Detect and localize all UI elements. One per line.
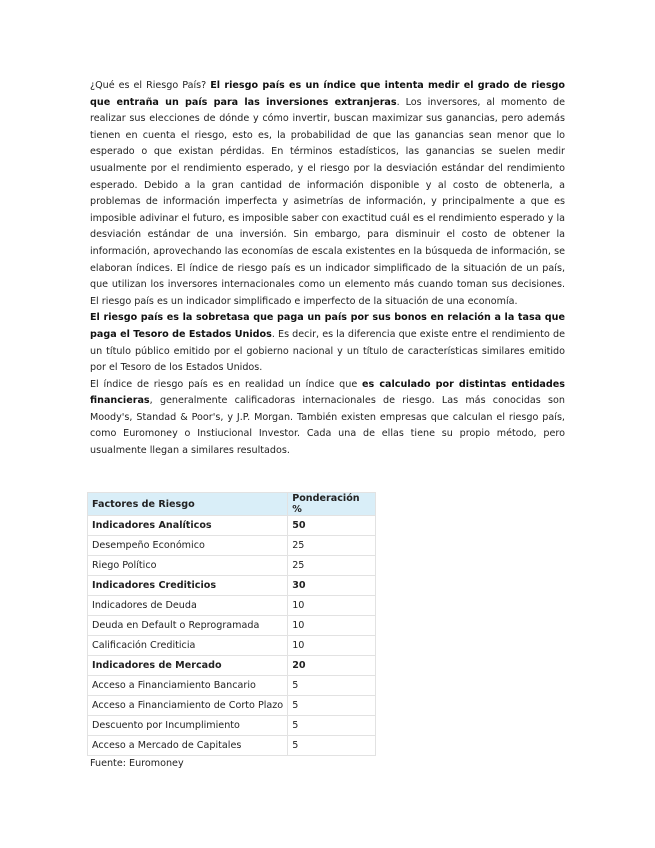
table-row: [88, 736, 376, 756]
factor-cell: Calificación Crediticia: [88, 636, 288, 656]
table-row: [88, 516, 376, 536]
table-row: [88, 596, 376, 616]
source-note: Fuente: Euromoney: [90, 758, 184, 769]
factor-cell: Deuda en Default o Reprogramada: [88, 616, 288, 636]
table-row: [88, 576, 376, 596]
factor-cell: Acceso a Mercado de Capitales: [88, 736, 288, 756]
paragraph-text: . Los inversores, al momento de realizar sus elecciones de dónde y cómo invertir, buscan maximizar sus ganancias, pero además tienen en cuenta el riesgo, esto es, la probabilidad de que las ganancias sean menor que lo esperado o que existan pérdidas. En términos estadísticos, las ganancias se suelen medir usualmente por el rendimiento esperado, y el riesgo por la desviación estándar del rendimiento esperado. Debido a la gran cantidad de información disponible y al costo de obtenerla, a problemas de información imperfecta y asimetrías de información, y principalmente a que es imposible adivinar el futuro, es imposible saber con exactitud cuál es el rendimiento esperado y la desviación estándar de una inversión. Sin embargo, para disminuir el costo de obtener la información, aprovechando las economías de escala existentes en la búsqueda de información, se elaboran índices. El índice de riesgo país es un indicador simplificado de la situación de un país, que utilizan los inversores internacionales como un elemento más cuando toman sus decisiones. El riesgo país es un indicador simplificado e imperfecto de la situación de una economía.: [90, 96, 566, 307]
paragraph-text: . Es decir, es la diferencia que existe entre el rendimiento de un título público emitido por el gobierno nacional y un título de características similares emitido por el Tesoro de los Estados Unidos.: [90, 328, 565, 374]
table-row: [88, 636, 376, 656]
risk-factors-table: [87, 492, 376, 756]
paragraph-text: El índice de riesgo país es en realidad un índice que: [90, 378, 363, 390]
weight-cell: 5: [288, 696, 376, 716]
table-row: [88, 656, 376, 676]
factor-cell: Acceso a Financiamiento Bancario: [88, 676, 288, 696]
header-factores: Factores de Riesgo: [88, 493, 288, 516]
factor-cell: Riego Político: [88, 556, 288, 576]
question-text: ¿Qué es el Riesgo País?: [90, 80, 211, 91]
weight-cell: 10: [288, 636, 376, 656]
weight-cell: 20: [288, 656, 376, 676]
weight-cell: 25: [288, 536, 376, 556]
factor-cell: Indicadores de Mercado: [88, 656, 288, 676]
weight-cell: 10: [288, 616, 376, 636]
table-row: [88, 556, 376, 576]
factor-cell: Indicadores Analíticos: [88, 516, 288, 536]
weight-cell: 5: [288, 716, 376, 736]
table-row: [88, 616, 376, 636]
paragraph-text: , generalmente calificadoras internacionales de riesgo. Las más conocidas son Moody's, Standad & Poor's, y J.P. Morgan. También existen empresas que calculan el riesgo país, como Euromoney o Instiucional Investor. Cada una de ellas tiene su propio método, pero usualmente llegan a similares resultados.: [90, 395, 565, 457]
sobretasa-bold: El riesgo país es la sobretasa que paga un país por sus bonos en relación a la tasa que paga el Tesoro de Estados Unidos: [90, 312, 565, 340]
weight-cell: 25: [288, 556, 376, 576]
definition-bold: El riesgo país es un índice que intenta medir el grado de riesgo que entraña un país para las inversiones extranjeras: [90, 80, 565, 108]
table-row: [88, 696, 376, 716]
factor-cell: Acceso a Financiamiento de Corto Plazo: [88, 696, 288, 716]
body-text: [90, 78, 565, 460]
factor-cell: Descuento por Incumplimiento: [88, 716, 288, 736]
factor-cell: Desempeño Económico: [88, 536, 288, 556]
weight-cell: 5: [288, 676, 376, 696]
paragraph-entidades: [90, 377, 565, 460]
weight-cell: 10: [288, 596, 376, 616]
factor-cell: Indicadores de Deuda: [88, 596, 288, 616]
header-ponderacion: Ponderación %: [288, 493, 376, 516]
paragraph-riesgo-pais: [90, 78, 565, 310]
entidades-bold: es calculado por distintas entidades financieras: [90, 378, 565, 407]
paragraph-sobretasa: [90, 310, 565, 376]
weight-cell: 5: [288, 736, 376, 756]
table-row: [88, 676, 376, 696]
table-header-row: [88, 493, 376, 516]
factor-cell: Indicadores Crediticios: [88, 576, 288, 596]
table-row: [88, 716, 376, 736]
table-row: [88, 536, 376, 556]
weight-cell: 30: [288, 576, 376, 596]
weight-cell: 50: [288, 516, 376, 536]
